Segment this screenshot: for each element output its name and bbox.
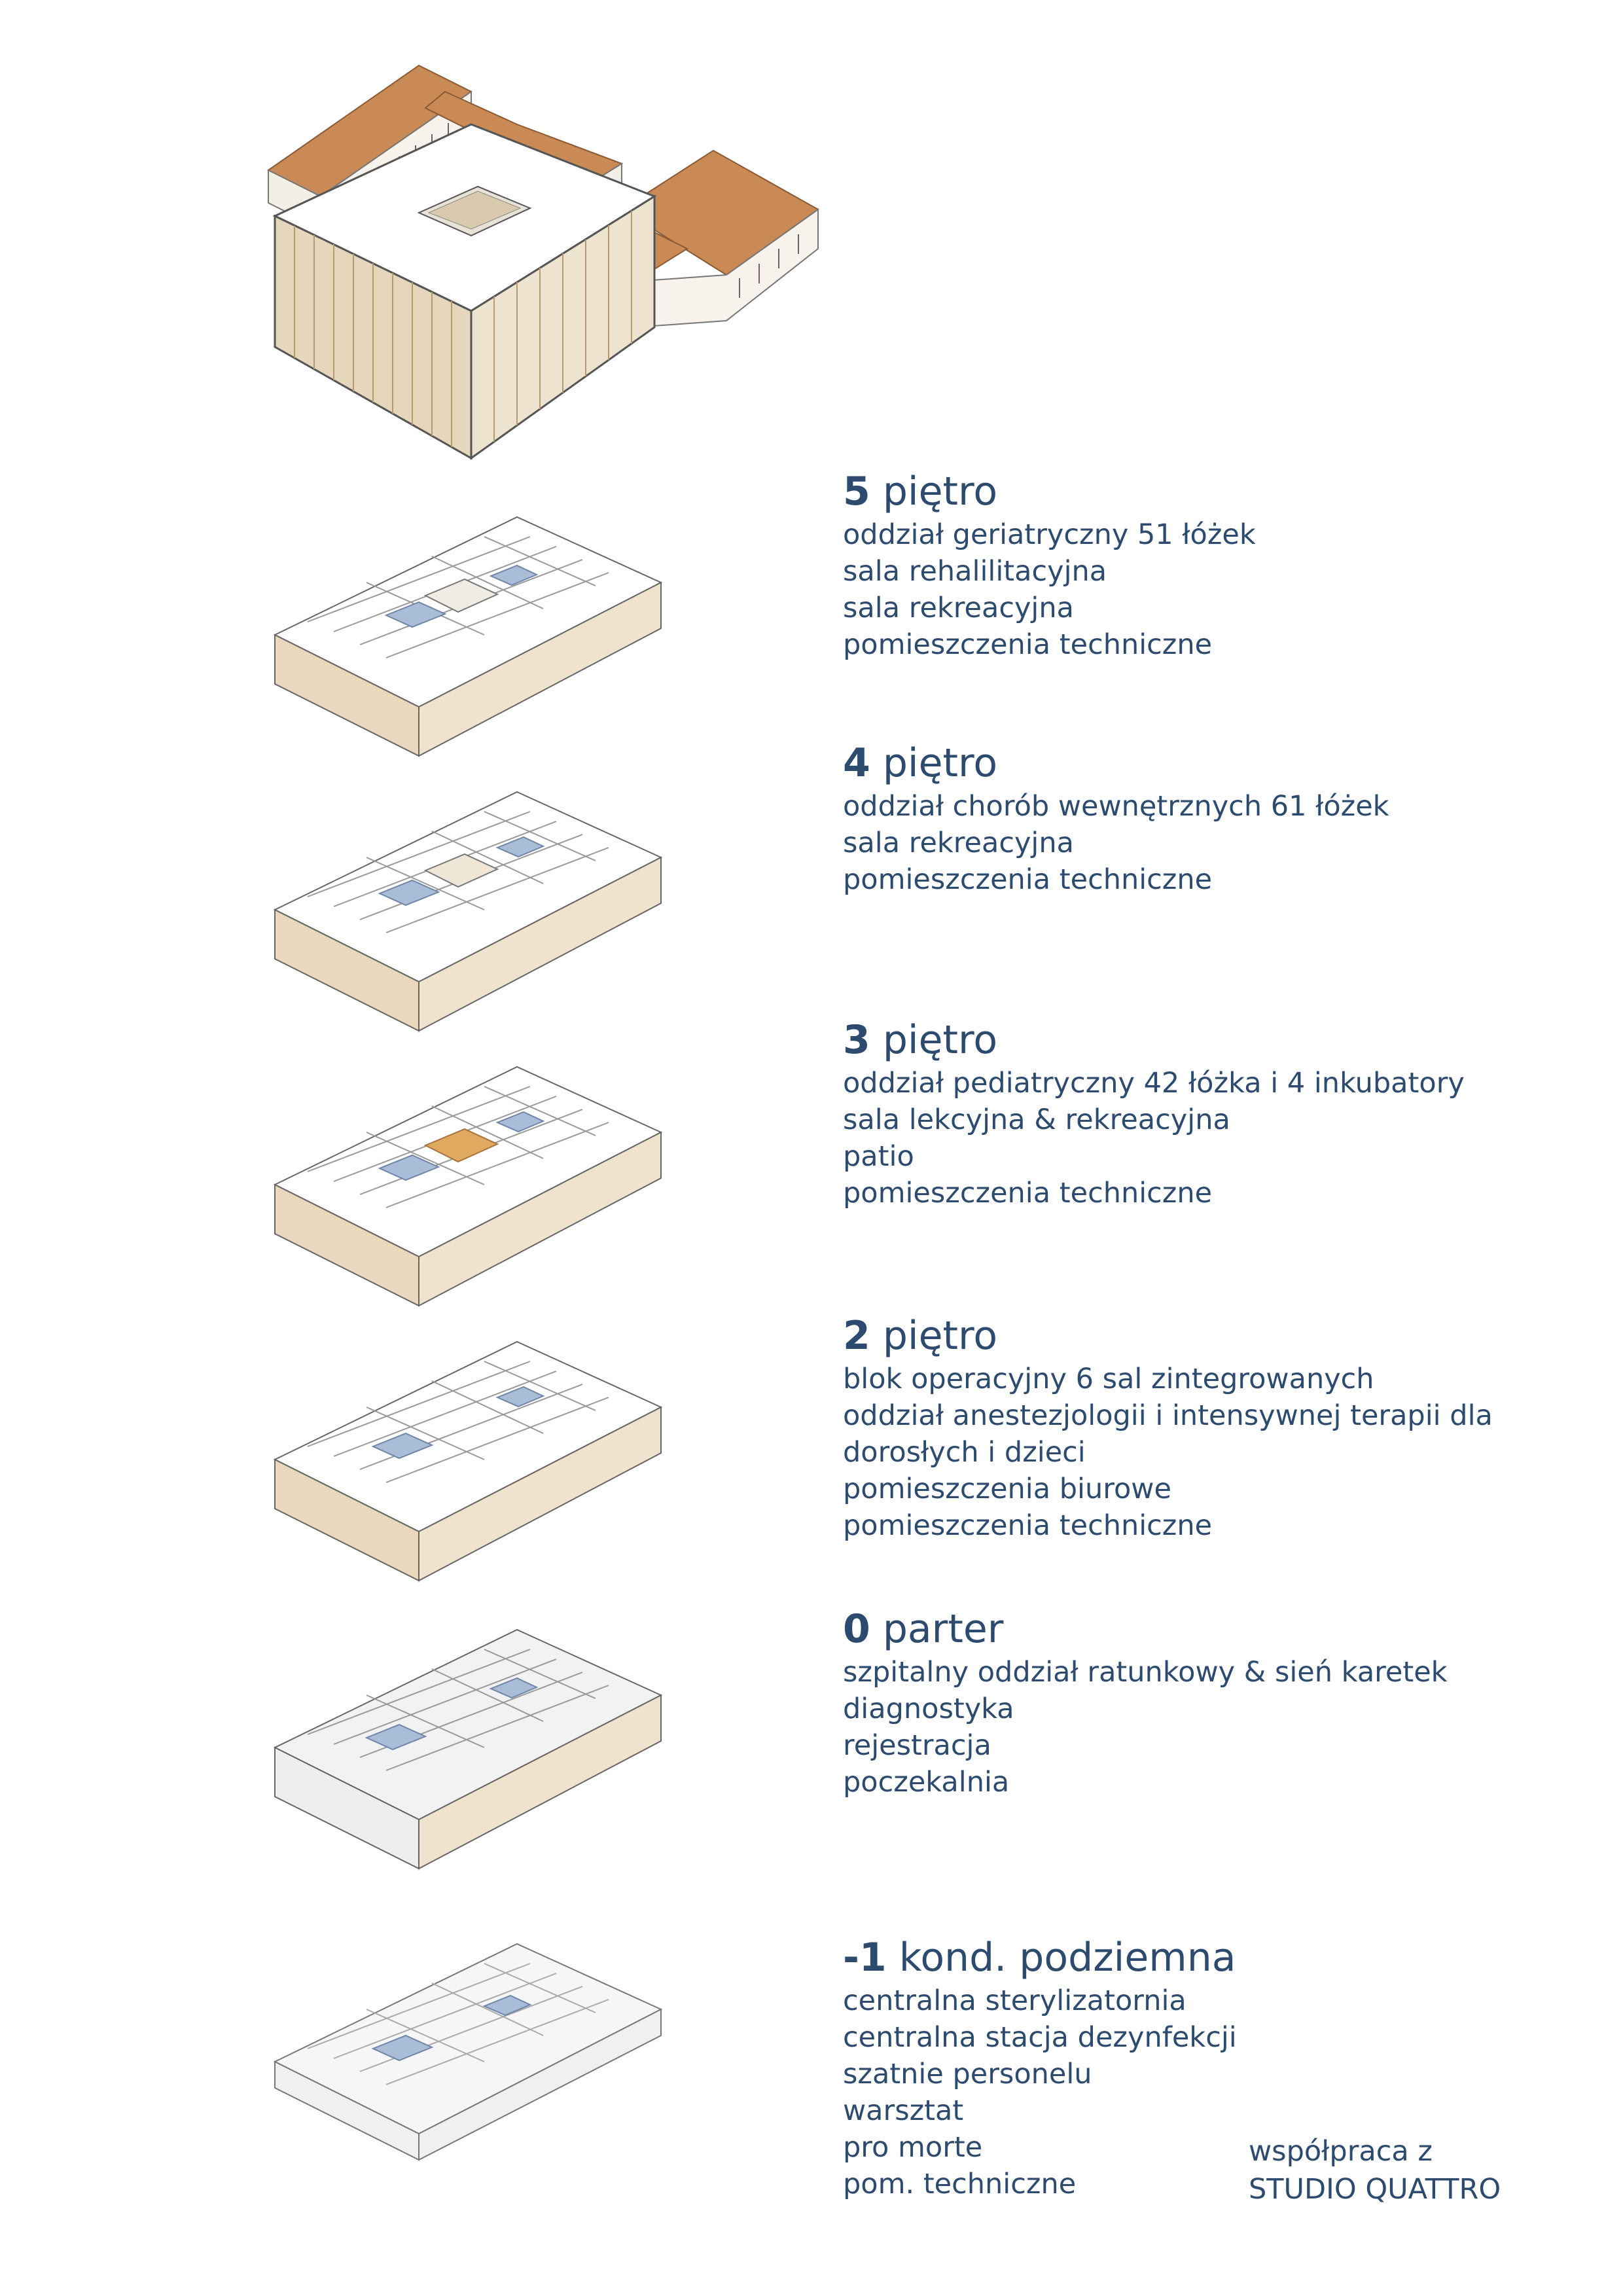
list-item: szpitalny oddział ratunkowy & sień karetek <box>843 1656 1448 1689</box>
list-item: pomieszczenia biurowe <box>843 1473 1171 1505</box>
list-item: pomieszczenia techniczne <box>843 1509 1213 1542</box>
list-item: pom. techniczne <box>843 2168 1077 2200</box>
list-item: patio <box>843 1140 914 1173</box>
floor-0-title: 0 parter <box>843 1606 1004 1652</box>
list-item: rejestracja <box>843 1729 991 1762</box>
floor-5-items <box>843 516 1596 663</box>
list-item: poczekalnia <box>843 1766 1010 1799</box>
floor-minus-1-illustration <box>268 1937 674 2212</box>
list-item: oddział pediatryczny 42 łóżka i 4 inkubatory <box>843 1067 1465 1100</box>
floor-0-illustration <box>268 1623 674 1898</box>
list-item: sala rekreacyjna <box>843 827 1074 859</box>
list-item: centralna sterylizatornia <box>843 1984 1186 2017</box>
floor-0-items <box>843 1654 1596 1801</box>
floor-3-illustration <box>268 1060 674 1335</box>
floor-4-title: 4 piętro <box>843 740 998 786</box>
list-item: centralna stacja dezynfekcji <box>843 2021 1237 2054</box>
floor-4-legend <box>843 740 1596 898</box>
list-item: sala lekcyjna & rekreacyjna <box>843 1103 1230 1136</box>
credit-line-2: STUDIO QUATTRO <box>1249 2173 1501 2206</box>
floor-4-illustration <box>268 785 674 1060</box>
list-item: warsztat <box>843 2094 964 2127</box>
collaboration-credit <box>1249 2132 1501 2208</box>
list-item: pomieszczenia techniczne <box>843 1177 1213 1210</box>
credit-line-1: współpraca z <box>1249 2135 1433 2168</box>
list-item: szatnie personelu <box>843 2058 1092 2090</box>
floor-5-legend <box>843 468 1596 663</box>
list-item: dorosłych i dzieci <box>843 1436 1086 1469</box>
list-item: sala rekreacyjna <box>843 592 1074 624</box>
list-item: oddział chorób wewnętrznych 61 łóżek <box>843 790 1389 823</box>
list-item: pomieszczenia techniczne <box>843 863 1213 896</box>
floor-2-illustration <box>268 1335 674 1610</box>
floor-5-title: 5 piętro <box>843 469 998 514</box>
list-item: pomieszczenia techniczne <box>843 628 1213 661</box>
list-item: oddział geriatryczny 51 łóżek <box>843 518 1256 551</box>
floor-minus-1-title: -1 kond. podziemna <box>843 1935 1236 1981</box>
list-item: oddział anestezjologii i intensywnej terapii dla <box>843 1399 1493 1432</box>
floor-2-title: 2 piętro <box>843 1313 998 1359</box>
list-item: pro morte <box>843 2131 983 2164</box>
list-item: sala rehalilitacyjna <box>843 555 1107 588</box>
floor-0-legend <box>843 1605 1596 1801</box>
floor-2-legend <box>843 1312 1596 1544</box>
floor-3-title: 3 piętro <box>843 1017 998 1063</box>
floor-3-legend <box>843 1016 1596 1211</box>
list-item: diagnostyka <box>843 1693 1014 1725</box>
floor-5-illustration <box>268 511 674 785</box>
floor-3-items <box>843 1065 1596 1211</box>
list-item: blok operacyjny 6 sal zintegrowanych <box>843 1363 1374 1395</box>
floor-4-items <box>843 788 1596 898</box>
building-overview-illustration <box>255 52 864 471</box>
floor-2-items <box>843 1361 1596 1544</box>
